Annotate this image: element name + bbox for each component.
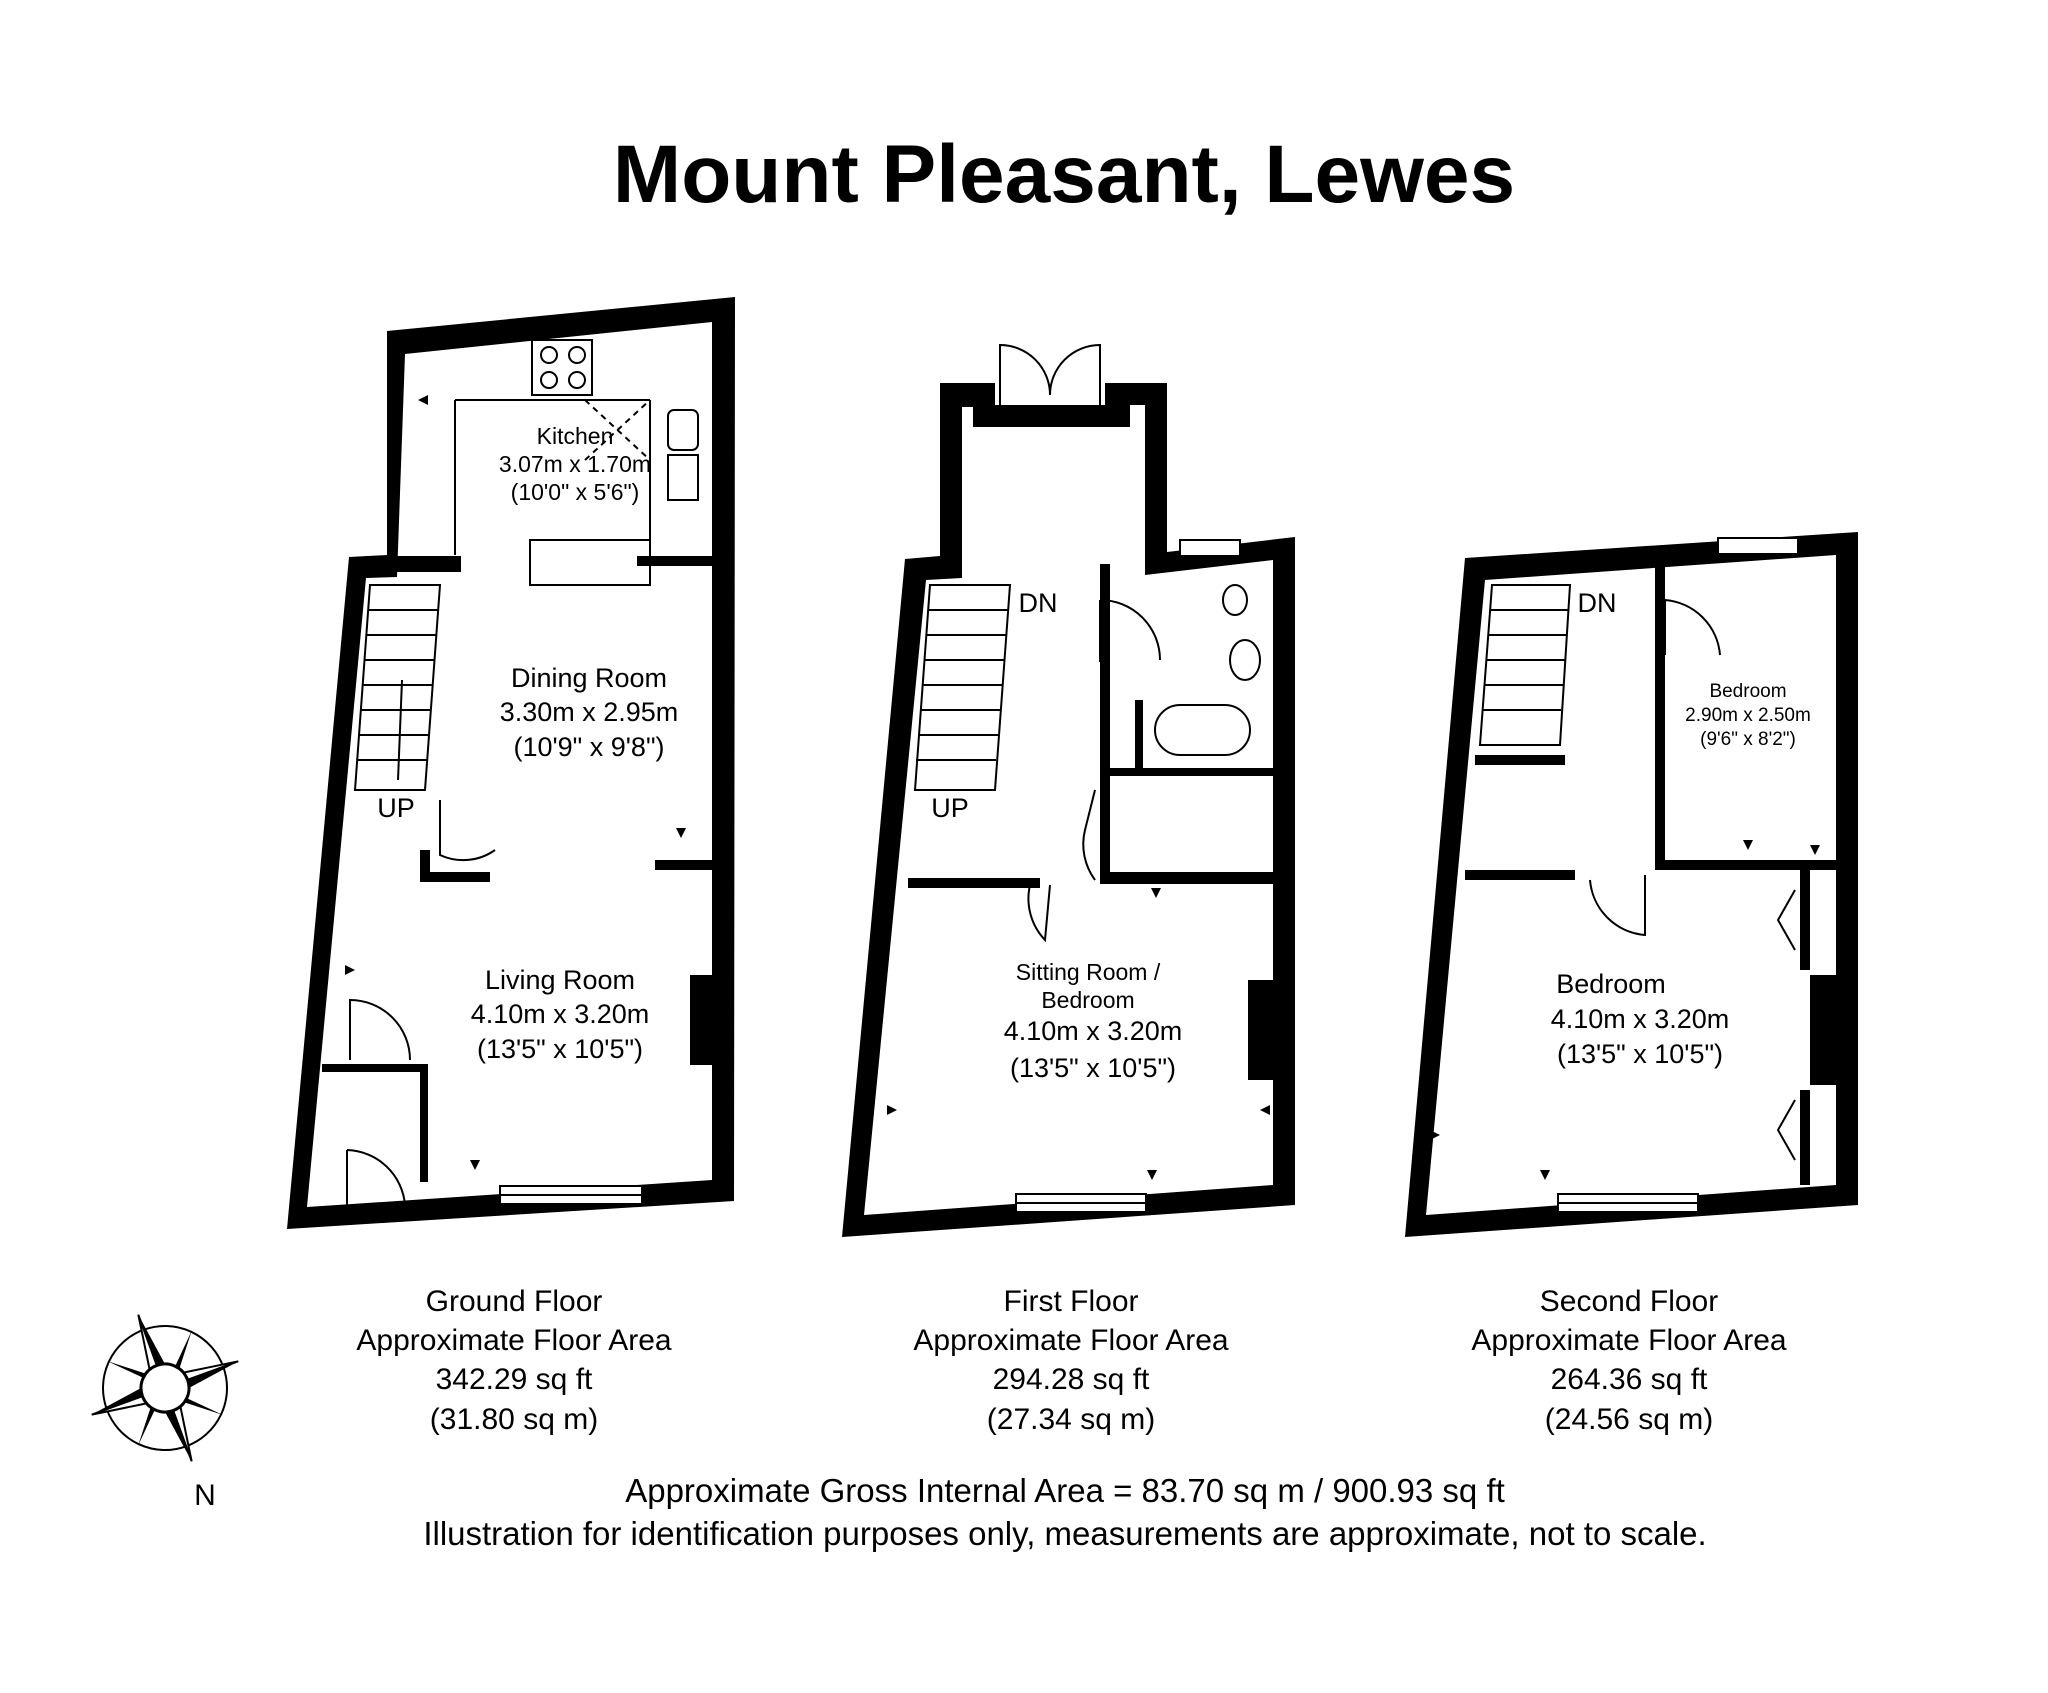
ground-floor-fireplace: [690, 975, 712, 1065]
bedroom-door: [1590, 875, 1645, 935]
wardrobe-wall: [1800, 870, 1810, 970]
first-floor-landing-wall: [908, 878, 1040, 888]
room-metric-bedroom-main: 4.10m x 3.20m: [1550, 1004, 1730, 1034]
second-floor-plan: [1405, 532, 1858, 1237]
room-imperial-living: (13'5" x 10'5"): [476, 1034, 644, 1064]
room-name-dining: Dining Room: [510, 663, 668, 693]
room-name-living: Living Room: [484, 965, 636, 995]
floor-name-second: Second Floor: [1539, 1285, 1719, 1318]
kitchen-hob: [532, 340, 592, 395]
first-floor-stairs: [915, 585, 1010, 790]
bathroom-bottom-wall: [1110, 768, 1273, 776]
cupboard-door: [1083, 790, 1095, 880]
floor-area-label-second: Approximate Floor Area: [1471, 1324, 1787, 1357]
floor-area-sqft-second: 264.36 sq ft: [1550, 1363, 1708, 1396]
first-floor-plan: [842, 345, 1295, 1237]
disclaimer-text: Illustration for identification purposes only, measurements are approximate, not to scale.: [423, 1515, 1707, 1552]
hob-ring-icon: [541, 372, 557, 388]
stair-up-label-first: UP: [931, 793, 969, 823]
floor-area-label-first: Approximate Floor Area: [913, 1324, 1229, 1357]
room-imperial-bedroom-main: (13'5" x 10'5"): [1556, 1039, 1724, 1069]
room-imperial-dining: (10'9" x 9'8"): [513, 732, 665, 762]
ground-floor-door: [350, 1000, 410, 1060]
first-floor-cross-wall: [1100, 872, 1273, 884]
room-name-bedroom-small: Bedroom: [1709, 681, 1787, 702]
ground-floor-stair-base-wall-v: [420, 850, 430, 880]
first-floor-french-doors: [1000, 345, 1100, 405]
room-name-sitting: Sitting Room /: [1015, 959, 1161, 985]
second-floor-fireplace: [1810, 975, 1836, 1085]
room-name2-sitting: Bedroom: [1041, 987, 1135, 1013]
floor-area-sqm-second: (24.56 sq m): [1544, 1403, 1714, 1436]
ground-floor-stairs: [355, 585, 440, 790]
small-bedroom-door: [1665, 600, 1720, 655]
first-floor-outer-wall: [842, 383, 1295, 1237]
floor-area-sqm-first: (27.34 sq m): [986, 1403, 1156, 1436]
room-name-bedroom-main: Bedroom: [1556, 969, 1666, 999]
hob-ring-icon: [569, 372, 585, 388]
bath-icon: [1155, 705, 1250, 755]
ground-floor-porch-wall: [322, 1064, 426, 1072]
kitchen-drainer: [668, 455, 698, 500]
stair-up-label-ground: UP: [377, 793, 415, 823]
ground-floor-stair-wall-top: [366, 556, 461, 572]
second-floor-cupboard-wall: [1475, 755, 1565, 765]
ground-floor-porch-wall-v: [420, 1064, 428, 1182]
room-name-kitchen: Kitchen: [536, 423, 614, 449]
hob-ring-icon: [569, 347, 585, 363]
toilet-icon: [1223, 585, 1247, 615]
wardrobe-doors: [1778, 890, 1795, 1160]
ground-floor-caption: [356, 1285, 671, 1436]
second-floor-stairs: [1480, 585, 1570, 745]
page-title: Mount Pleasant, Lewes: [612, 129, 1516, 220]
compass-north-label: N: [194, 1479, 216, 1512]
hob-ring-icon: [541, 347, 557, 363]
second-floor-small-window: [1718, 538, 1798, 554]
room-metric-sitting: 4.10m x 3.20m: [1003, 1016, 1183, 1046]
sitting-room-door: [1028, 885, 1050, 940]
stair-down-label-first: DN: [1018, 588, 1058, 618]
floor-name-first: First Floor: [1003, 1285, 1139, 1318]
second-floor-cross-wall: [1655, 860, 1836, 870]
ground-floor-dining-living-wall: [655, 860, 712, 870]
ground-floor-stair-base-wall: [420, 872, 490, 882]
basin-icon: [1230, 640, 1260, 680]
room-imperial-kitchen: (10'0" x 5'6"): [510, 479, 640, 505]
room-metric-dining: 3.30m x 2.95m: [499, 697, 679, 727]
floor-area-label-ground: Approximate Floor Area: [356, 1324, 672, 1357]
bath-side-wall: [1135, 700, 1143, 770]
compass-icon: [65, 1288, 265, 1488]
ground-floor-plan: [287, 297, 735, 1229]
stair-down-label-second: DN: [1577, 588, 1617, 618]
room-imperial-sitting: (13'5" x 10'5"): [1009, 1053, 1177, 1083]
front-door: [347, 1150, 405, 1208]
room-imperial-bedroom-small: (9'6" x 8'2"): [1700, 729, 1796, 750]
wardrobe-wall: [1800, 1090, 1810, 1185]
first-floor-caption: [913, 1285, 1228, 1436]
floor-name-ground: Ground Floor: [425, 1285, 603, 1318]
gross-area-text: Approximate Gross Internal Area = 83.70 sq m / 900.93 sq ft: [625, 1472, 1505, 1509]
second-floor-caption: [1471, 1285, 1786, 1436]
bathroom-wall: [1100, 564, 1110, 884]
room-metric-living: 4.10m x 3.20m: [470, 999, 650, 1029]
small-bedroom-wall: [1655, 560, 1665, 860]
floor-area-sqft-first: 294.28 sq ft: [992, 1363, 1150, 1396]
floor-area-sqft-ground: 342.29 sq ft: [435, 1363, 593, 1396]
first-floor-fireplace: [1248, 980, 1273, 1080]
second-floor-landing-wall: [1465, 870, 1575, 880]
second-floor-outer-wall: [1405, 532, 1858, 1237]
room-metric-bedroom-small: 2.90m x 2.50m: [1685, 705, 1811, 726]
kitchen-sink-icon: [668, 410, 698, 450]
room-metric-kitchen: 3.07m x 1.70m: [498, 451, 652, 477]
bathroom-window: [1180, 540, 1240, 556]
ground-floor-kitchen-wall: [637, 556, 712, 566]
ground-floor-door: [440, 800, 495, 860]
floor-area-sqm-ground: (31.80 sq m): [429, 1403, 599, 1436]
